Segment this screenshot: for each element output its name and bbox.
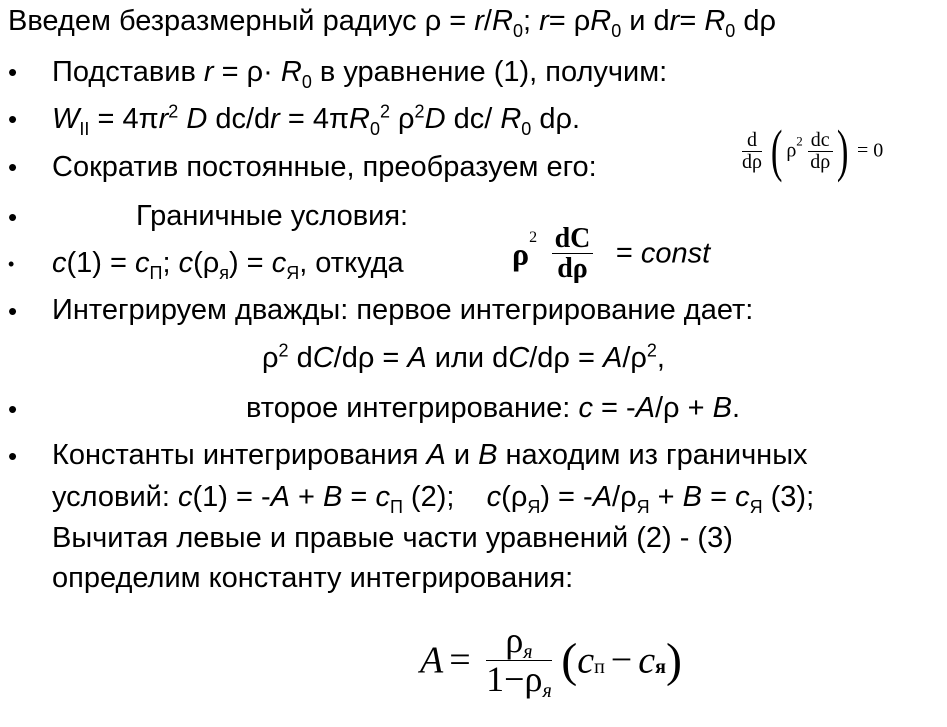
- bullet-line-substitution: Подставив $r = \rho\cdot R_0$ в уравнение (1), получим:: [52, 56, 668, 92]
- bullet-line-boundary: Граничные условия:: [136, 200, 409, 232]
- bullet-line-constants-4: определим константу интегрирования:: [52, 562, 574, 594]
- bullet-marker: •: [8, 394, 18, 424]
- equation-constant-A: A = $\frac{\rho_я}{1-\rho_я}$ $(c_п - c_я)$: [420, 620, 682, 702]
- bullet-marker: •: [8, 152, 18, 182]
- bullet-line-second-integration: второе интегрирование: c = -A/ρ + B.: [246, 392, 741, 424]
- bullet-marker: •: [8, 202, 18, 232]
- bullet-marker: •: [8, 296, 18, 326]
- bullet-line-simplify: Сократив постоянные, преобразуем его:: [52, 151, 597, 183]
- bullet-marker: •: [8, 57, 18, 87]
- bullet-line-constants-3: Вычитая левые и правые части уравнений (2) - (3): [52, 522, 733, 554]
- bullet-line-conditions: $c(1) = c_П$; $c(\rho_я) = c_Я$, откуда: [52, 247, 404, 283]
- intro-line: Введем безразмерный радиус $\rho = r/R_0$; $r= \rho R_0$ и $dr= R_0$ dρ: [8, 5, 776, 41]
- equation-first-integration: $\rho^2$ dC/dρ = A или $dC/d\rho = A/\rho^2$,: [262, 340, 665, 374]
- bullet-marker: •: [8, 254, 15, 274]
- equation-differential: $\frac{d}{d\rho}$ ( $\rho^2$ $\frac{dc}{d\rho}$ ) = 0: [742, 118, 884, 183]
- bullet-marker: •: [8, 441, 18, 471]
- bullet-line-integrate: Интегрируем дважды: первое интегрирование дает:: [52, 294, 754, 326]
- bullet-line-constants-2: условий: $c(1) = -A + B = c_П$ (2); $c(\rho_Я) = -A/\rho_Я + B = c_Я$ (3);: [52, 481, 815, 517]
- bullet-line-constants-1: Константы интегрирования A и B находим из граничных: [52, 439, 808, 471]
- bullet-line-flux: $W_{II} = 4\pi r^2$ D $dc/dr = 4\pi R_0^2$ $\rho^2D$ dc/ $R_0$ dρ.: [52, 101, 581, 139]
- bullet-marker: •: [8, 104, 18, 134]
- equation-const: $\rho^2$ $\frac{dC}{d\rho}$ = const: [512, 223, 711, 285]
